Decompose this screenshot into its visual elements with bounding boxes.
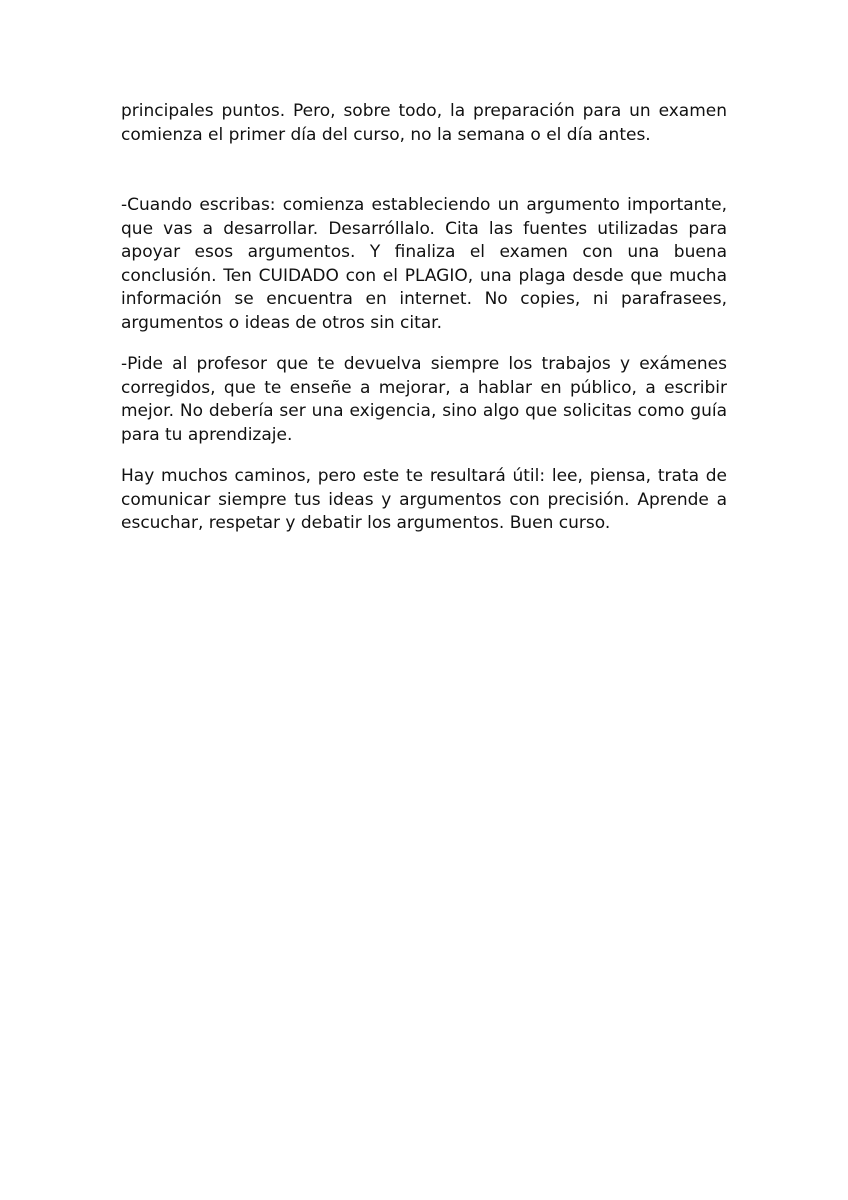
document-body — [121, 100, 727, 536]
paragraph-closing: Hay muchos caminos, pero este te resultará útil: lee, piensa, trata de comunicar siempre tus ideas y argumentos con precisión. Aprende a escuchar, respetar y debatir los argumentos. Buen curso. — [121, 466, 727, 533]
paragraph-teacher-feedback: -Pide al profesor que te devuelva siempre los trabajos y exámenes corregidos, que te enseñe a mejorar, a hablar en público, a escribir mejor. No debería ser una exigencia, sino algo que solicitas como guía para tu aprendizaje. — [121, 354, 727, 445]
paragraph-exam-preparation: principales puntos. Pero, sobre todo, la preparación para un examen comienza el primer día del curso, no la semana o el día antes. — [121, 101, 727, 145]
paragraph-writing-advice: -Cuando escribas: comienza estableciendo un argumento importante, que vas a desarrollar. Desarróllalo. Cita las fuentes utilizadas para apoyar esos argumentos. Y finaliza el examen con una buena conclusión. Ten CUIDADO con el PLAGIO, una plaga desde que mucha información se encuentra en internet. No copies, ni parafrasees, argumentos o ideas de otros sin citar. — [121, 195, 727, 333]
